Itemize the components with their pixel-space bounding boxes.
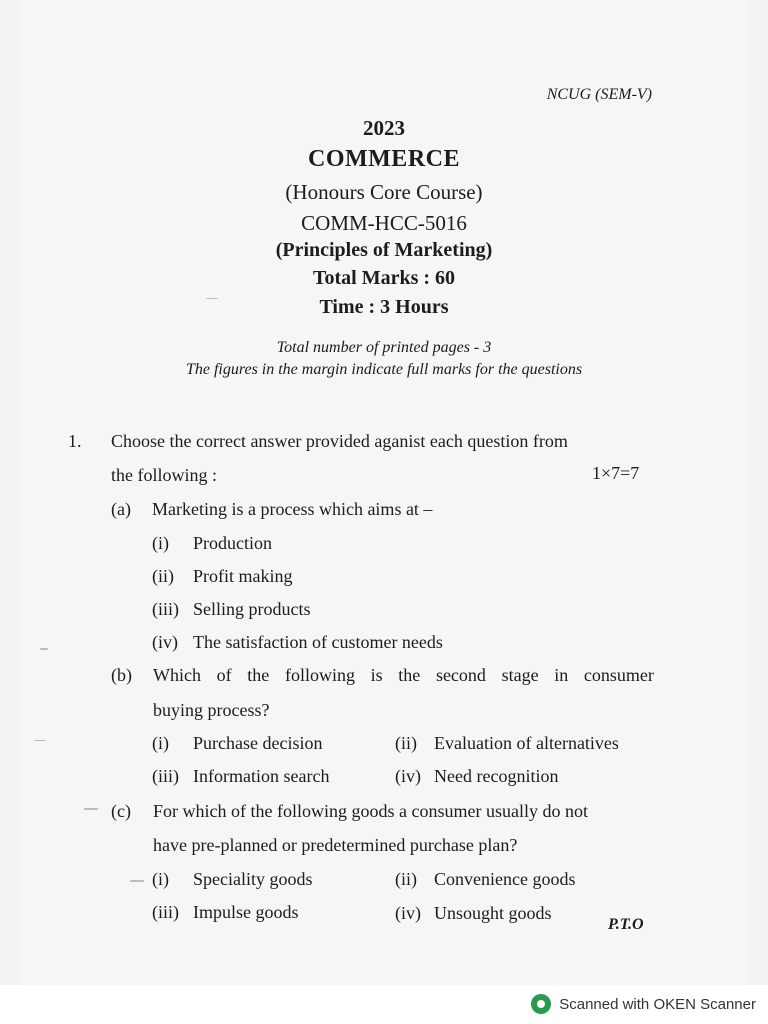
option-text: Purchase decision [193,733,323,753]
subquestion-text-c-line2: have pre-planned or predetermined purchase plan? [153,835,518,855]
subquestion-text-c-line1: For which of the following goods a consumer usually do not [153,801,588,821]
exam-code: NCUG (SEM-V) [546,86,652,103]
option-label: (i) [152,533,169,553]
option-label: (iv) [152,632,178,652]
subquestion-label-b: (b) [111,665,132,685]
option-label: (iii) [152,599,179,619]
word: is [370,665,383,685]
figures-note: The figures in the margin indicate full marks for the questions [185,361,583,378]
option-text: Information search [193,766,330,786]
option-text: Speciality goods [193,869,313,889]
option-label: (iii) [152,766,179,786]
exam-time: Time : 3 Hours [319,296,449,318]
option-label: (i) [152,869,169,889]
option-text: The satisfaction of customer needs [193,632,443,652]
option-label: (iv) [395,903,421,923]
subquestion-text-a: Marketing is a process which aims at – [152,499,433,519]
scanner-watermark [531,994,756,1014]
word: second [435,665,486,685]
option-label: (ii) [152,566,174,586]
scanner-footer [0,985,768,1024]
scan-speck [130,880,144,882]
paper-title: (Principles of Marketing) [275,239,493,261]
subquestion-text-b-line2: buying process? [153,700,270,720]
question-instruction-line2: the following : [111,465,217,485]
total-marks: Total Marks : 60 [312,267,456,289]
printed-pages-note: Total number of printed pages - 3 [276,339,492,356]
word: the [398,665,421,685]
scanner-watermark-text: Scanned with OKEN Scanner [559,995,756,1013]
question-marks: 1×7=7 [592,463,640,483]
course-code: COMM-HCC-5016 [301,211,467,235]
option-text: Profit making [193,566,293,586]
word: the [247,665,270,685]
word: following [284,665,355,685]
option-text: Unsought goods [434,903,552,923]
option-label: (iii) [152,902,179,922]
word: consumer [583,665,654,685]
subquestion-label-c: (c) [111,801,131,821]
option-label: (iv) [395,766,421,786]
option-text: Selling products [193,599,311,619]
scan-speck [84,808,98,810]
word: of [216,665,232,685]
option-text: Need recognition [434,766,559,786]
option-label: (ii) [395,869,417,889]
subquestion-text-b-line1 [153,665,654,686]
course-type: (Honours Core Course) [285,180,483,204]
option-label: (i) [152,733,169,753]
option-text: Impulse goods [193,902,299,922]
word: in [554,665,569,685]
oken-scanner-logo-icon [531,994,551,1014]
scan-speck [34,740,46,741]
subject-title: COMMERCE [308,146,460,172]
subquestion-label-a: (a) [111,499,131,519]
option-label: (ii) [395,733,417,753]
word: stage [501,665,539,685]
option-text: Convenience goods [434,869,576,889]
question-instruction-line1: Choose the correct answer provided aganist each question from [111,431,568,451]
scan-speck [40,648,48,650]
option-text: Evaluation of alternatives [434,733,619,753]
option-text: Production [193,533,272,553]
exam-year: 2023 [363,116,405,140]
question-number: 1. [68,431,82,451]
please-turn-over: P.T.O [608,916,644,933]
word: Which [153,665,201,685]
